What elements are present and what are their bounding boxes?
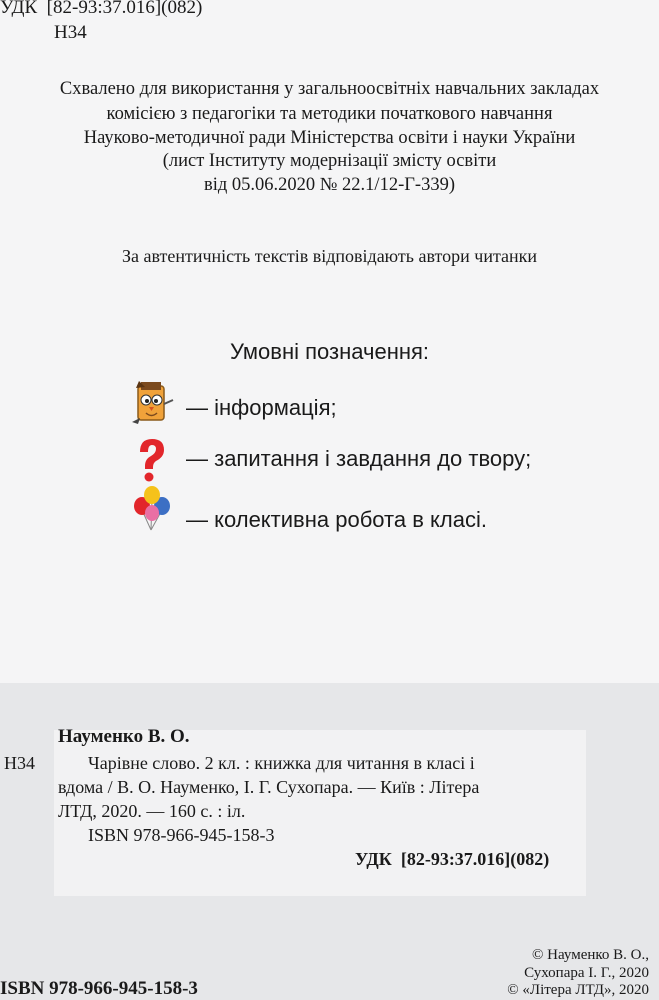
- card-isbn: ISBN 978-966-945-158-3: [88, 825, 275, 845]
- card-udk: УДК [82-93:37.016](082): [355, 849, 550, 869]
- approval-line: (лист Інституту модернізації змісту освіти: [162, 151, 497, 171]
- legend-info-text: — інформація;: [186, 395, 337, 420]
- copyright-line: © Науменко В. О.,: [532, 947, 649, 963]
- card-line: ЛТД, 2020. — 160 с. : іл.: [58, 801, 246, 821]
- approval-line: комісією з педагогіки та методики початкового навчання: [106, 104, 553, 124]
- card-line: вдома / В. О. Науменко, І. Г. Сухопара. — Київ : Літера: [58, 777, 480, 797]
- udk-header: УДК [82-93:37.016](082): [0, 0, 203, 18]
- question-mark-icon: [130, 436, 174, 484]
- owl-pencil-icon: [130, 378, 174, 426]
- card-author: Науменко В. О.: [58, 726, 190, 747]
- approval-line: Науково-методичної ради Міністерства освіти і науки України: [83, 128, 576, 148]
- card-author-code: Н34: [4, 753, 35, 773]
- legend-question-text: — запитання і завдання до твору;: [186, 446, 532, 471]
- author-code-header: Н34: [54, 22, 87, 43]
- balloons-icon: [130, 484, 174, 532]
- isbn-footer: ISBN 978-966-945-158-3: [0, 978, 198, 999]
- legend-title: Умовні позначення:: [229, 339, 430, 364]
- legend-group-text: — колективна робота в класі.: [186, 507, 487, 532]
- approval-line: Схвалено для використання у загальноосвітніх навчальних закладах: [59, 79, 600, 99]
- copyright-line: © «Літера ЛТД», 2020: [507, 982, 649, 998]
- card-line: Чарівне слово. 2 кл. : книжка для читання в класі і: [88, 753, 475, 773]
- authenticity-note: За автентичність текстів відповідають автори читанки: [121, 246, 538, 266]
- copyright-line: Сухопара І. Г., 2020: [524, 965, 649, 981]
- approval-line: від 05.06.2020 № 22.1/12-Г-339): [203, 175, 455, 195]
